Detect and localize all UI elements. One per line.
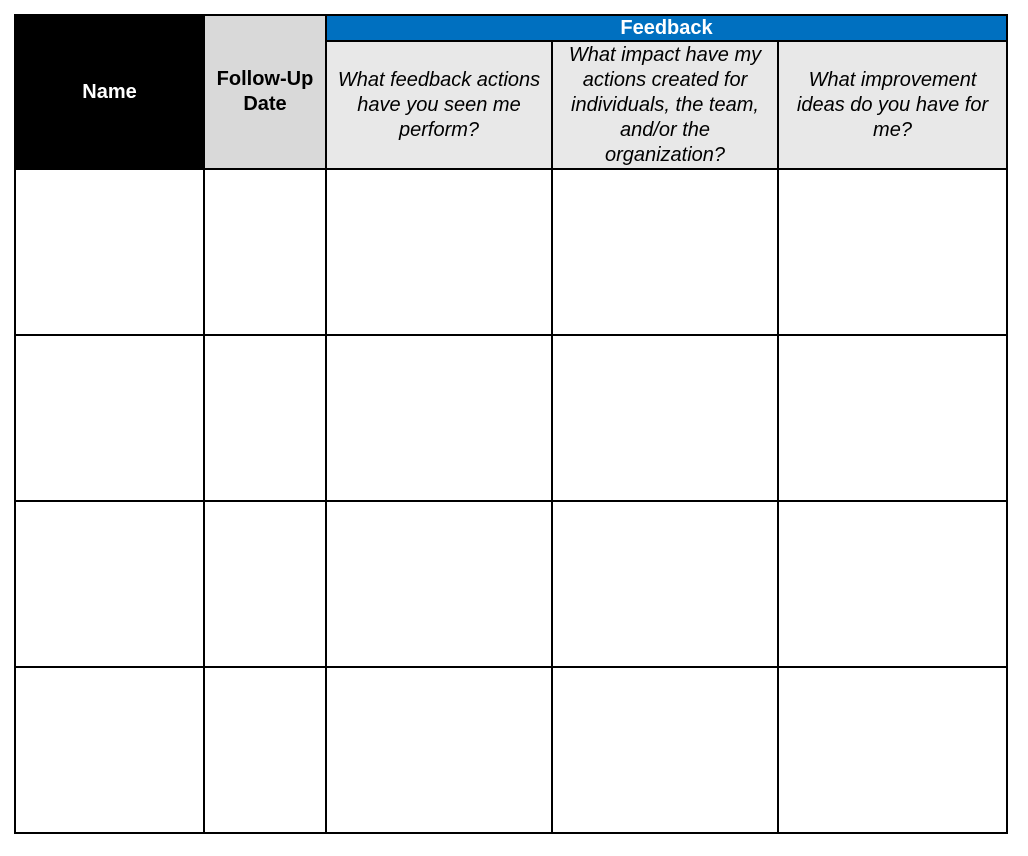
table-row bbox=[15, 667, 1007, 833]
question-header-improvement-ideas bbox=[778, 41, 1007, 169]
feedback-actions-cell[interactable] bbox=[326, 169, 552, 335]
follow-up-date-cell[interactable] bbox=[204, 335, 326, 501]
impact-cell[interactable] bbox=[552, 335, 778, 501]
name-cell[interactable] bbox=[15, 501, 204, 667]
impact-cell[interactable] bbox=[552, 501, 778, 667]
table-row bbox=[15, 335, 1007, 501]
table-body bbox=[15, 169, 1007, 833]
table-header bbox=[15, 15, 1007, 169]
table-row bbox=[15, 169, 1007, 335]
improvement-ideas-cell[interactable] bbox=[778, 335, 1007, 501]
impact-cell[interactable] bbox=[552, 667, 778, 833]
improvement-ideas-cell[interactable] bbox=[778, 501, 1007, 667]
feedback-actions-cell[interactable] bbox=[326, 335, 552, 501]
follow-up-date-cell[interactable] bbox=[204, 667, 326, 833]
feedback-actions-cell[interactable] bbox=[326, 667, 552, 833]
question-header-feedback-actions bbox=[326, 41, 552, 169]
impact-cell[interactable] bbox=[552, 169, 778, 335]
question-label: What feedback actions have you seen me perform? bbox=[337, 68, 541, 141]
follow-up-date-cell[interactable] bbox=[204, 169, 326, 335]
improvement-ideas-cell[interactable] bbox=[778, 667, 1007, 833]
name-column-header: Name bbox=[15, 15, 204, 169]
feedback-group-header: Feedback bbox=[326, 15, 1007, 41]
name-cell[interactable] bbox=[15, 335, 204, 501]
table-row bbox=[15, 501, 1007, 667]
header-row-top bbox=[15, 15, 1007, 41]
name-cell[interactable] bbox=[15, 667, 204, 833]
question-label: What impact have my actions created for individuals, the team, and/or the organization? bbox=[568, 43, 762, 166]
feedback-actions-cell[interactable] bbox=[326, 501, 552, 667]
feedback-tracking-table bbox=[14, 14, 1008, 834]
question-label: What improvement ideas do you have for me? bbox=[796, 68, 989, 141]
follow-up-date-column-header bbox=[204, 15, 326, 169]
follow-up-date-label: Follow-Up Date bbox=[216, 68, 314, 115]
improvement-ideas-cell[interactable] bbox=[778, 169, 1007, 335]
follow-up-date-cell[interactable] bbox=[204, 501, 326, 667]
question-header-impact bbox=[552, 41, 778, 169]
name-cell[interactable] bbox=[15, 169, 204, 335]
